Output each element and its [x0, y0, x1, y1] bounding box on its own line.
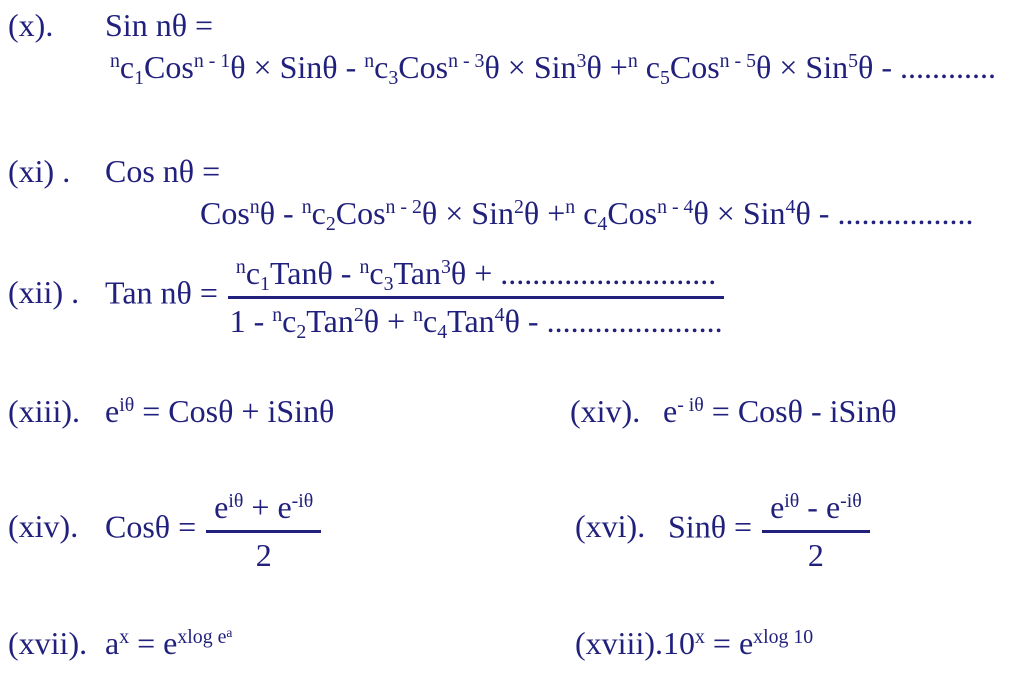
math-text: c — [282, 303, 297, 339]
math-text: 4 — [785, 196, 796, 219]
superscript — [272, 304, 282, 326]
math-text: 3 — [441, 256, 451, 279]
math-text: e — [663, 393, 678, 429]
superscript — [628, 50, 638, 72]
math-text: Cos nθ = — [105, 153, 221, 189]
superscript — [786, 196, 796, 218]
superscript — [177, 626, 232, 648]
math-text: n — [235, 256, 246, 279]
math-text: n - 2 — [385, 196, 422, 219]
math-text: 3 — [388, 66, 399, 89]
math-text: 4 — [597, 212, 608, 235]
subscript — [660, 67, 670, 89]
superscript — [695, 626, 705, 648]
formula-euler-negative — [663, 392, 897, 430]
formula-xii — [8, 252, 724, 343]
superscript — [302, 196, 312, 218]
superscript — [441, 256, 451, 278]
superscript — [228, 490, 243, 512]
math-text: Cos — [398, 49, 449, 85]
math-text: n - 3 — [448, 50, 485, 73]
subscript — [388, 67, 398, 89]
superscript — [784, 490, 799, 512]
math-text: θ + — [523, 195, 566, 231]
math-text: 3 — [383, 272, 394, 295]
superscript — [386, 196, 422, 218]
superscript — [354, 304, 364, 326]
formula-xiv-a — [570, 392, 897, 430]
superscript — [236, 256, 246, 278]
math-text: c — [119, 49, 135, 85]
math-text: 2 — [255, 537, 272, 573]
numerator — [206, 486, 321, 533]
item-label-x: (x). — [8, 7, 54, 43]
math-text: θ × Sin — [756, 49, 849, 85]
superscript — [657, 196, 693, 218]
fraction — [762, 486, 870, 574]
superscript — [565, 196, 575, 218]
math-text: c — [423, 303, 438, 339]
formula-sin-exponential — [668, 486, 870, 574]
math-text: θ × Sin — [693, 195, 786, 231]
math-text: 1 - — [229, 303, 273, 339]
superscript — [292, 490, 314, 512]
math-text: c — [245, 255, 261, 291]
math-text: θ + — [363, 303, 414, 339]
math-text: Sin nθ = — [105, 7, 214, 43]
subscript — [134, 67, 144, 89]
superscript — [226, 625, 232, 640]
math-text: 2 — [513, 196, 524, 219]
superscript — [677, 394, 704, 416]
superscript — [413, 304, 423, 326]
math-text: θ × Sin — [484, 49, 577, 85]
superscript — [119, 394, 134, 416]
math-text: 1 — [260, 272, 270, 295]
math-text: = Cosθ + iSinθ — [134, 393, 335, 429]
math-text: c — [369, 255, 384, 291]
math-text: n — [364, 50, 375, 73]
math-text: n - 4 — [657, 196, 694, 219]
math-text: = e — [704, 625, 754, 661]
math-text: 2 — [325, 212, 336, 235]
formula-x-body — [110, 48, 996, 89]
math-text: xlog e — [177, 626, 227, 649]
math-text: θ × Sinθ - — [230, 49, 365, 85]
math-text: n - 5 — [719, 50, 757, 73]
math-text: Tan — [447, 303, 495, 339]
superscript — [119, 626, 129, 648]
math-text: 10 — [663, 625, 695, 661]
subscript — [384, 273, 394, 295]
math-text: Tan — [393, 255, 441, 291]
superscript — [720, 50, 756, 72]
item-label-xi: (xi) . — [8, 153, 71, 189]
math-text: θ - — [259, 195, 302, 231]
math-text: c — [575, 195, 598, 231]
superscript — [577, 50, 587, 72]
formula-xviii — [575, 624, 813, 662]
math-text: n — [301, 196, 312, 219]
math-text: θ - ............ — [858, 49, 996, 85]
math-text: Cos — [335, 195, 386, 231]
math-text: 2 — [807, 537, 824, 573]
math-text: e — [770, 489, 785, 525]
fraction — [206, 486, 321, 574]
item-label-xiv-b: (xiv). — [8, 508, 79, 545]
math-text: 4 — [437, 320, 448, 343]
math-text: θ - ................. — [795, 195, 974, 231]
item-label-xii: (xii) . — [8, 274, 80, 311]
math-text: Cos — [144, 49, 194, 85]
formula-xvi — [575, 486, 870, 574]
math-text: 5 — [848, 50, 858, 73]
formula-tan-ntheta — [105, 252, 724, 343]
formula-10-power-x — [663, 624, 813, 662]
math-text: θ × Sin — [421, 195, 514, 231]
formula-xi-head — [8, 152, 220, 190]
math-text: n — [249, 196, 260, 219]
math-text: c — [374, 49, 389, 85]
math-text: 1 — [134, 66, 145, 89]
superscript — [110, 50, 120, 72]
fraction — [228, 252, 724, 343]
math-text: a — [105, 625, 120, 661]
item-label-xiii: (xiii). — [8, 393, 80, 429]
formula-cos-ntheta-expansion — [200, 194, 974, 235]
math-text: + e — [243, 489, 292, 525]
numerator — [762, 486, 870, 533]
math-text: xlog 10 — [753, 626, 814, 649]
subscript — [260, 273, 270, 295]
formula-sin-ntheta-expansion — [110, 48, 996, 89]
math-text: Tan — [306, 303, 354, 339]
math-text: θ + ........................... — [450, 255, 717, 291]
superscript — [448, 50, 484, 72]
math-text: Tan nθ = — [105, 274, 218, 311]
numerator — [228, 252, 724, 299]
subscript — [597, 213, 607, 235]
denominator — [229, 299, 723, 343]
formula-xiv-b — [8, 486, 321, 574]
math-text: Cos — [607, 195, 658, 231]
formula-x-head — [8, 6, 213, 44]
item-label-xvii: (xvii). — [8, 625, 88, 661]
superscript — [514, 196, 524, 218]
math-text: 3 — [576, 50, 587, 73]
superscript — [250, 196, 260, 218]
formula-xi-body — [200, 194, 974, 235]
math-text: n — [627, 50, 638, 73]
math-text: θ - ...................... — [504, 303, 723, 339]
subscript — [437, 321, 447, 343]
superscript — [840, 490, 862, 512]
formula-euler-positive — [105, 392, 334, 430]
math-text: - iθ — [677, 394, 704, 417]
math-text: Cos — [669, 49, 720, 85]
math-text: Cosθ = — [105, 508, 197, 545]
math-text: iθ — [228, 490, 244, 513]
math-text: c — [311, 195, 326, 231]
math-text: a — [226, 625, 233, 641]
math-text: θ + — [586, 49, 628, 85]
formula-cos-ntheta-lhs — [105, 152, 220, 190]
math-text: n - 1 — [193, 50, 231, 73]
math-text: Tanθ - — [269, 255, 360, 291]
math-text: 4 — [494, 304, 505, 327]
formula-xvii — [8, 624, 232, 662]
math-text: n — [272, 304, 283, 327]
denominator — [808, 533, 824, 574]
math-text: Cos — [200, 195, 250, 231]
superscript — [848, 50, 858, 72]
math-text: Sinθ = — [668, 508, 753, 545]
math-text: x — [119, 626, 130, 649]
math-text: n — [359, 256, 370, 279]
item-label-xviii: (xviii). — [575, 625, 663, 661]
math-text: - e — [799, 489, 841, 525]
math-text: e — [214, 489, 229, 525]
superscript — [495, 304, 505, 326]
math-text: n — [413, 304, 424, 327]
subscript — [326, 213, 336, 235]
math-text: = Cosθ - iSinθ — [703, 393, 897, 429]
math-text: = e — [129, 625, 178, 661]
math-text: x — [695, 626, 705, 649]
math-text: n — [565, 196, 576, 219]
subscript — [296, 321, 306, 343]
superscript — [359, 256, 369, 278]
formula-sin-ntheta-lhs — [105, 6, 213, 44]
math-text: n — [110, 50, 120, 73]
math-text: 2 — [296, 320, 307, 343]
superscript — [364, 50, 374, 72]
formula-a-power-x — [105, 624, 232, 662]
item-label-xvi: (xvi). — [575, 508, 646, 545]
superscript — [194, 50, 230, 72]
formula-cos-exponential — [105, 486, 321, 574]
superscript — [753, 626, 813, 648]
math-text: iθ — [784, 490, 800, 513]
denominator — [256, 533, 272, 574]
math-text: e — [105, 393, 120, 429]
formula-xiii — [8, 392, 334, 430]
math-text: 2 — [353, 304, 364, 327]
math-text: 5 — [659, 66, 670, 89]
item-label-xiv-a: (xiv). — [570, 393, 641, 429]
math-text: -iθ — [840, 490, 862, 513]
math-text: -iθ — [291, 490, 314, 513]
math-text: iθ — [119, 394, 135, 417]
math-text: c — [637, 49, 660, 85]
